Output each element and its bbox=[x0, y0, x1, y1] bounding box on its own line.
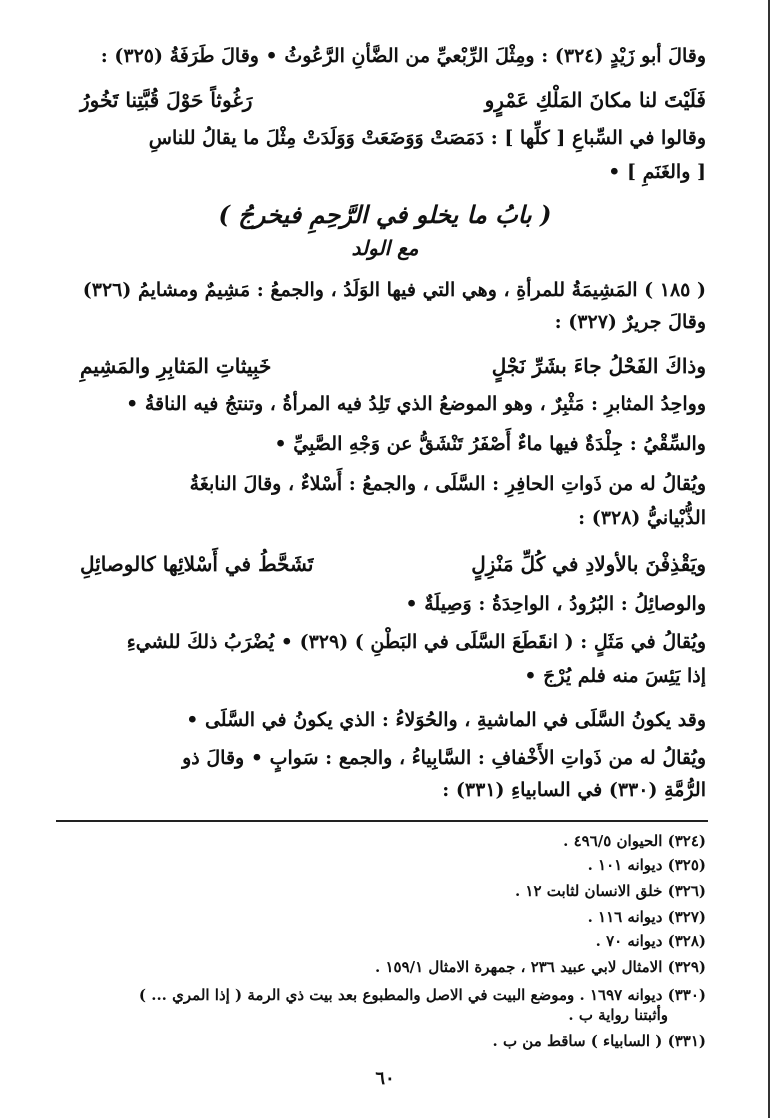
body-line: الذُّبْيانيُّ (٣٢٨) : bbox=[578, 507, 706, 529]
chapter-heading: ( بابُ ما يخلو في الرَّحِمِ فيخرجُ ) bbox=[218, 200, 552, 229]
body-line: وقالَ أبو زَيْدٍ (٣٢٤) : ومِثْلَ الرِّبْعيِّ من الضَّأنِ الرَّعُوثُ • وقالَ طَرَفَةُ (٣٢٥) : bbox=[100, 45, 706, 67]
verse-hemistich: خَبِيثاتِ المَثابِرِ والمَشِيمِ bbox=[80, 354, 272, 378]
body-line: [ والغَنَمِ ] • bbox=[608, 161, 706, 183]
verse-hemistich: تَشَحَّطُ في أَسْلائِها كالوصائِلِ bbox=[80, 552, 314, 576]
footnote-continuation: وأثبتنا رواية ب . bbox=[568, 1006, 668, 1024]
footnote: (٣٢٨) ديوانه ٧٠ . bbox=[595, 932, 706, 950]
body-line: ويُقالُ في مَثَلٍ : ( انقَطَعَ السَّلَى في البَطْنِ ) (٣٢٩) • يُضْرَبُ ذلكَ للشيءِ bbox=[126, 631, 706, 653]
body-line: والوصائِلُ : البُرُودُ ، الواحِدَةُ : وَصِيلَةٌ • bbox=[405, 593, 706, 615]
footnote: (٣٢٩) الامثال لابي عبيد ٢٣٦ ، جمهرة الامثال ١٥٩/١ . bbox=[375, 958, 706, 976]
body-line: ويُقالُ له من ذَواتِ الأَخْفافِ : السَّابِياءُ ، والجمع : سَوابٍ • وقالَ ذو bbox=[182, 747, 706, 769]
footnote: (٣٣٠) ديوانه ١٦٩٧ . وموضع البيت في الاصل والمطبوع بعد بيت ذي الرمة ( إذا المري ... ) bbox=[138, 986, 706, 1004]
body-line: والسِّقْيُ : جِلْدَةٌ فيها ماءٌ أَصْفَرُ تَنْشَقُّ عن وَجْهِ الصَّبِيِّ • bbox=[274, 433, 706, 455]
footnote: (٣٢٧) ديوانه ١١٦ . bbox=[587, 908, 706, 926]
body-line: وقالَ جريرٌ (٣٢٧) : bbox=[554, 311, 706, 333]
body-line: ( ١٨٥ ) المَشِيمَةُ للمرأةِ ، وهي التي فيها الوَلَدُ ، والجمعُ : مَشِيمٌ ومشايمُ (٣٢٦) bbox=[82, 279, 706, 301]
footnote: (٣٢٦) خلق الانسان لثابت ١٢ . bbox=[514, 882, 706, 900]
verse-hemistich: فَلَيْتَ لنا مكانَ المَلْكِ عَمْرٍو bbox=[484, 88, 706, 112]
body-line: وقالوا في السِّباعِ [ كلِّها ] : دَمَصَتْ وَوَضَعَتْ وَوَلَدَتْ مِثْلَ ما يقالُ للناسِ bbox=[148, 127, 706, 149]
body-line: الرُّمَّةِ (٣٣٠) في السابياءِ (٣٣١) : bbox=[442, 779, 706, 801]
footnote: (٣٢٥) ديوانه ١٠١ . bbox=[587, 856, 706, 874]
body-line: ويُقالُ له من ذَواتِ الحافِرِ : السَّلَى ، والجمعُ : أَسْلاءٌ ، وقالَ النابغَةُ bbox=[189, 473, 706, 495]
verse-hemistich: رَغُوثاً حَوْلَ قُبَّتِنا تَخُورُ bbox=[80, 88, 253, 112]
chapter-subheading: مع الولد bbox=[351, 236, 419, 260]
verse-hemistich: وذاكَ الفَحْلُ جاءَ بشَرِّ نَجْلٍ bbox=[491, 354, 706, 378]
footnote-divider bbox=[56, 820, 708, 822]
footnote: (٣٢٤) الحيوان ٤٩٦/٥ . bbox=[563, 832, 706, 850]
body-line: إذا يَئِسَ منه فلم يُرْجَ • bbox=[524, 665, 706, 687]
verse-hemistich: ويَقْذِفْنَ بالأولادِ في كُلِّ مَنْزِلٍ bbox=[471, 552, 706, 576]
page-number: ٦٠ bbox=[375, 1068, 395, 1089]
footnote: (٣٣١) ( السابياء ) ساقط من ب . bbox=[492, 1032, 706, 1050]
body-line: وواحِدُ المثابرِ : مَثْبِرٌ ، وهو الموضعُ الذي تَلِدُ فيه المرأةُ ، وتنتجُ فيه الناقةُ • bbox=[126, 393, 706, 415]
body-line: وقد يكونُ السَّلَى في الماشيةِ ، والحُوَلاءُ : الذي يكونُ في السَّلَى • bbox=[186, 709, 706, 731]
